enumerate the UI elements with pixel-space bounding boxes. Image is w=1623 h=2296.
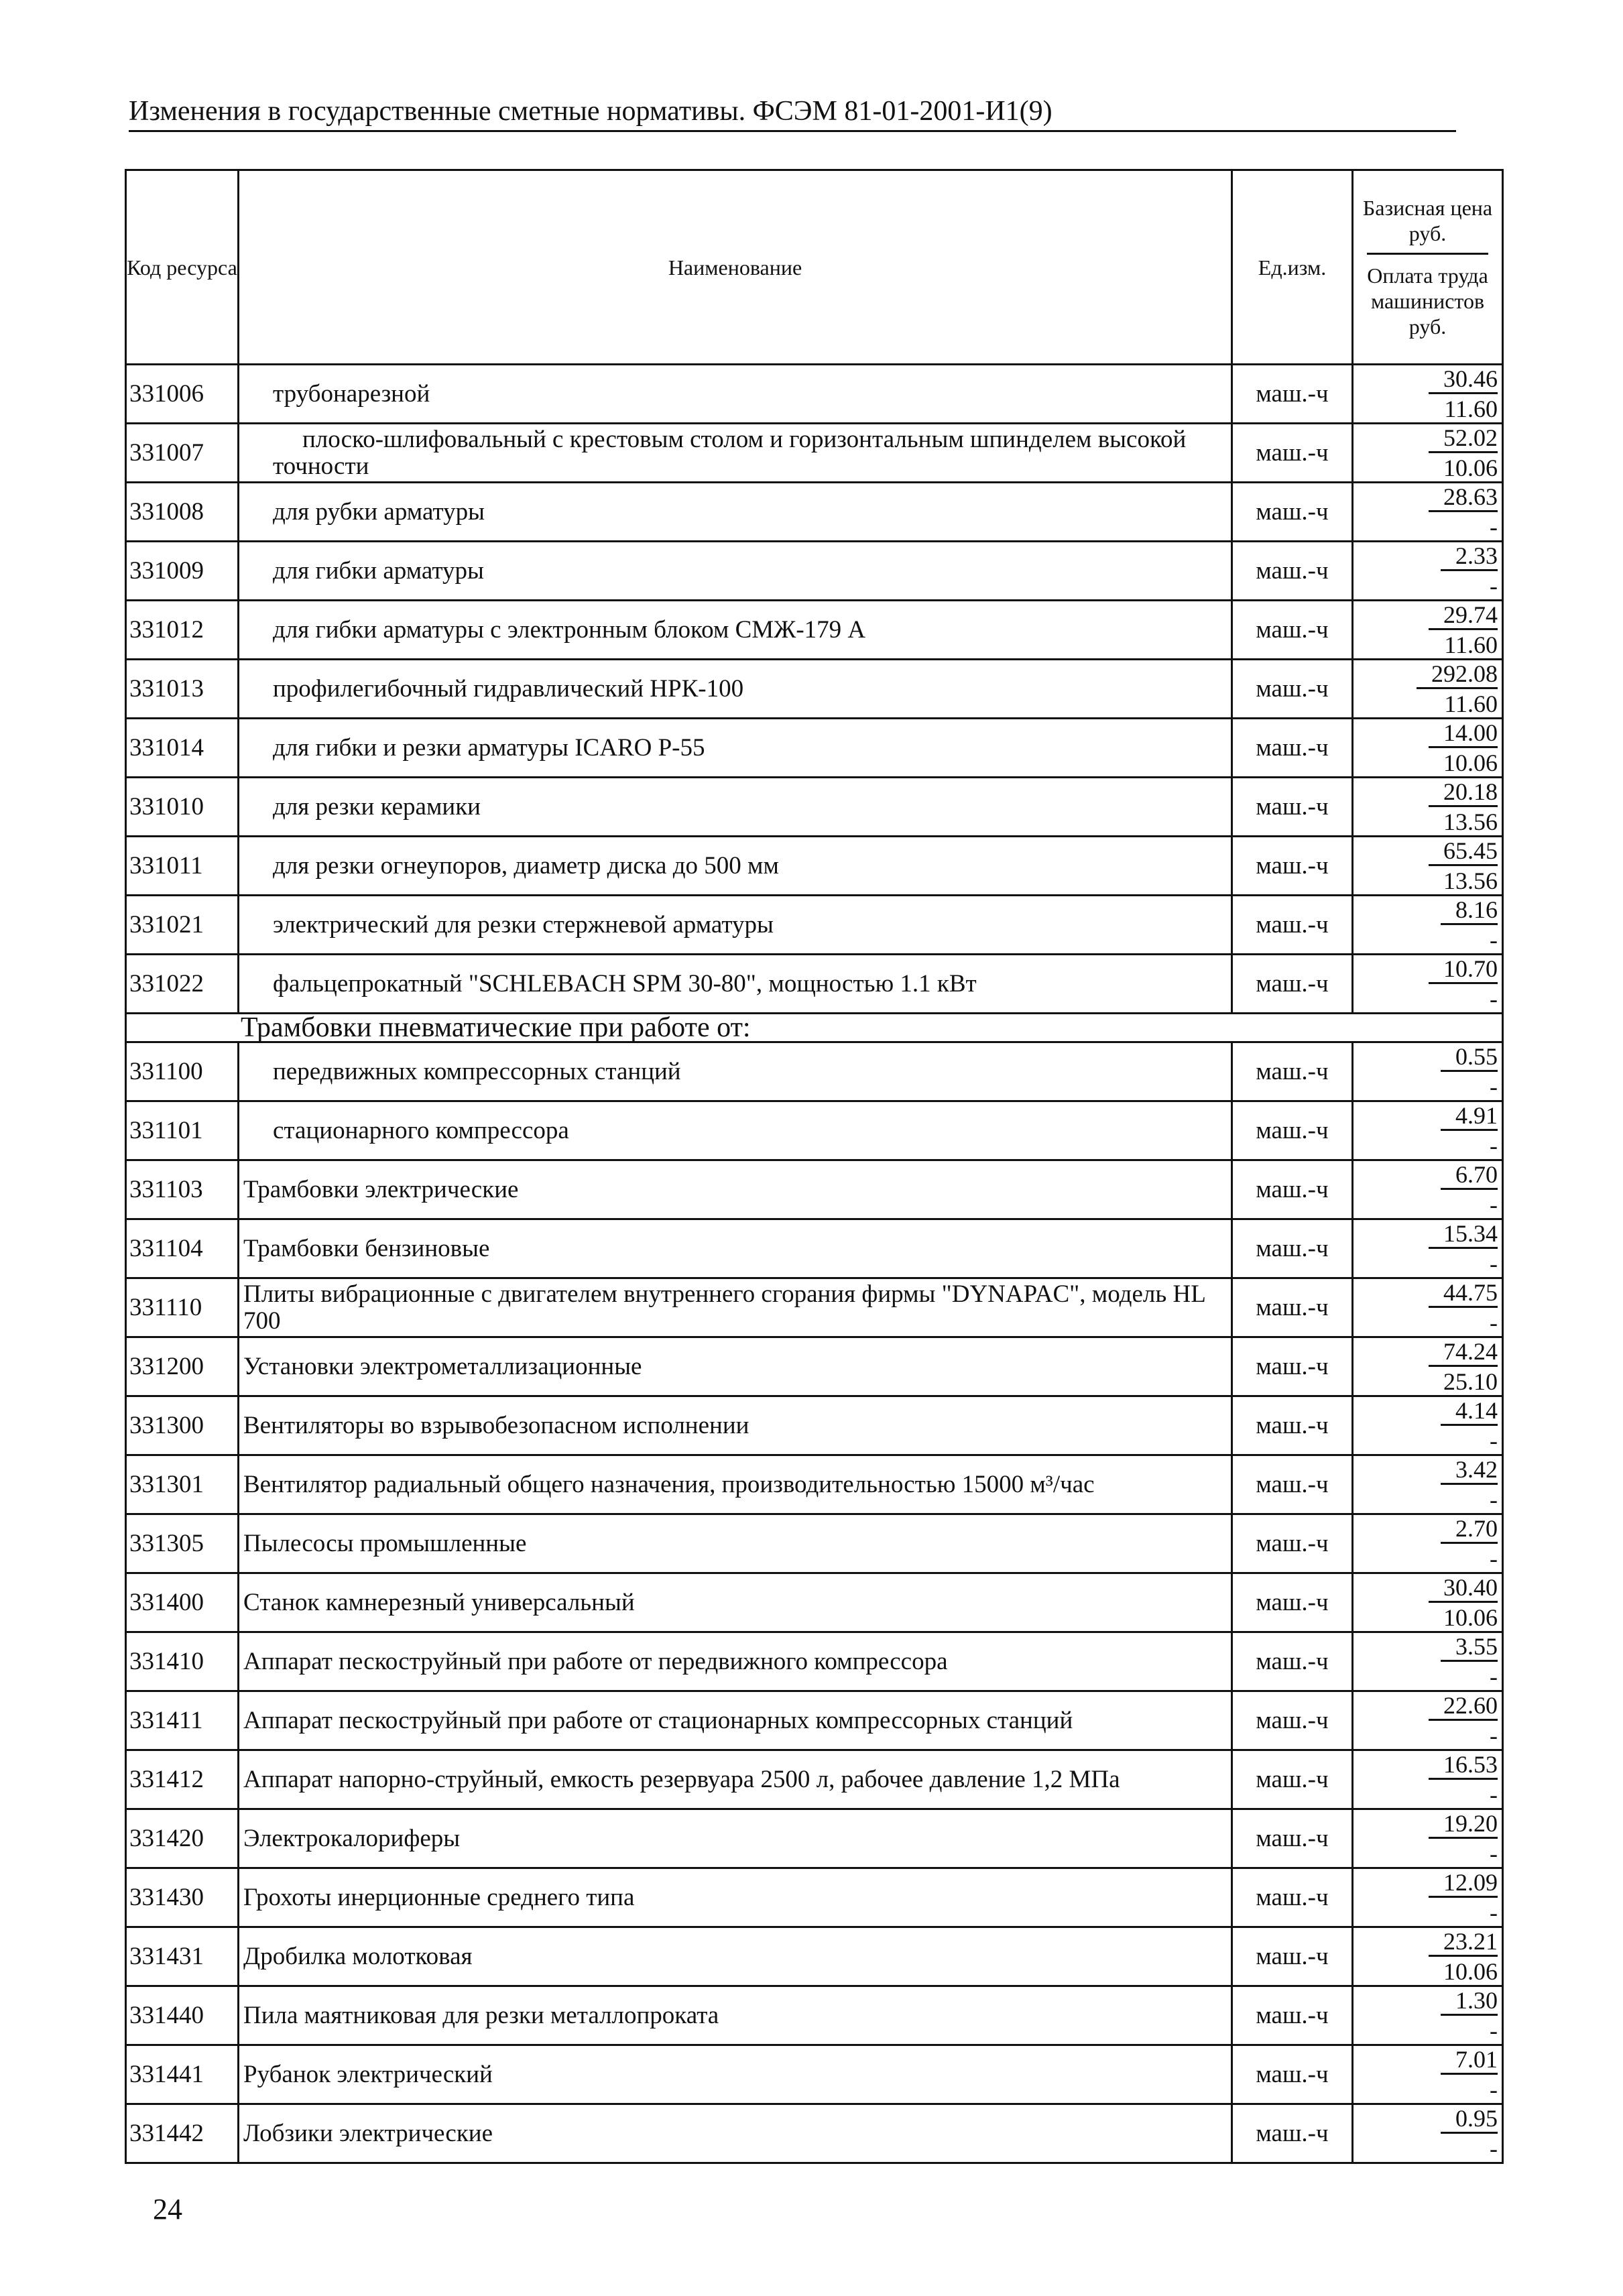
price-cell (1353, 1278, 1503, 1337)
unit-of-measure: маш.-ч (1232, 1868, 1353, 1927)
labor-cost: - (1490, 2076, 1498, 2103)
unit-of-measure: маш.-ч (1232, 1455, 1353, 1514)
price-cell (1353, 1750, 1503, 1809)
base-price (1354, 1279, 1498, 1308)
table-row (126, 1396, 1503, 1455)
group-heading-row (126, 1014, 1503, 1042)
base-price-value: 15.34 (1429, 1220, 1498, 1249)
price-cell (1353, 1868, 1503, 1927)
labor-cost: - (1490, 1899, 1498, 1926)
base-price-value: 23.21 (1429, 1928, 1498, 1957)
table-row (126, 719, 1503, 778)
table-body-section-c (126, 1160, 1503, 2163)
table-row (126, 1160, 1503, 1219)
table-row (126, 1278, 1503, 1337)
resource-name (239, 1278, 1232, 1337)
resource-code: 331101 (126, 1101, 239, 1160)
base-price-value: 2.70 (1441, 1515, 1498, 1544)
resource-name: Трамбовки электрические (239, 1160, 1232, 1219)
table-row (126, 1455, 1503, 1514)
price-cell (1353, 1809, 1503, 1868)
labor-cost: - (1490, 1309, 1498, 1336)
resource-name: для рубки арматуры (239, 483, 1232, 542)
resource-code: 331021 (126, 896, 239, 955)
price-cell (1353, 1691, 1503, 1750)
table-row (126, 837, 1503, 896)
price-cell (1353, 2104, 1503, 2163)
resource-name: для резки огнеупоров, диаметр диска до 500 мм (239, 837, 1232, 896)
base-price (1354, 1161, 1498, 1190)
column-header-unit: Ед.изм. (1232, 170, 1353, 365)
resource-name-line-2: 700 (243, 1307, 281, 1335)
resource-name-line-2: точности (273, 452, 369, 480)
base-price (1354, 424, 1498, 453)
price-cell (1353, 483, 1503, 542)
price-cell (1353, 719, 1503, 778)
labor-cost: 25.10 (1443, 1368, 1498, 1395)
price-cell (1353, 542, 1503, 601)
base-price-value: 29.74 (1429, 601, 1498, 630)
resource-name: Аппарат пескоструйный при работе от передвижного компрессора (239, 1632, 1232, 1691)
base-price-value: 30.46 (1429, 365, 1498, 394)
base-price (1354, 1928, 1498, 1957)
resource-code: 331007 (126, 424, 239, 483)
base-price (1354, 1574, 1498, 1603)
resource-code: 331110 (126, 1278, 239, 1337)
resource-code: 331012 (126, 601, 239, 660)
resource-name-line-1: плоско-шлифовальный с крестовым столом и горизонтальным шпинделем высокой (302, 425, 1187, 453)
base-price (1354, 365, 1498, 394)
unit-of-measure: маш.-ч (1232, 2045, 1353, 2104)
resource-code: 331305 (126, 1514, 239, 1573)
base-price-value: 6.70 (1441, 1161, 1498, 1190)
unit-of-measure: маш.-ч (1232, 2104, 1353, 2163)
unit-of-measure: маш.-ч (1232, 1219, 1353, 1278)
unit-of-measure: маш.-ч (1232, 837, 1353, 896)
page-number: 24 (153, 2193, 182, 2226)
table-row (126, 2045, 1503, 2104)
table-row (126, 1809, 1503, 1868)
base-price-value: 8.16 (1441, 896, 1498, 925)
base-price (1354, 778, 1498, 807)
unit-of-measure: маш.-ч (1232, 1809, 1353, 1868)
base-price (1354, 2046, 1498, 2075)
table-body-section-b (126, 1042, 1503, 1160)
unit-of-measure: маш.-ч (1232, 719, 1353, 778)
table-row (126, 1868, 1503, 1927)
base-price (1354, 660, 1498, 689)
resource-name: для гибки арматуры с электронным блоком СМЖ-179 А (239, 601, 1232, 660)
price-cell (1353, 1101, 1503, 1160)
base-price (1354, 1338, 1498, 1367)
resource-code: 331441 (126, 2045, 239, 2104)
base-price (1354, 896, 1498, 925)
labor-cost: - (1490, 1781, 1498, 1808)
unit-of-measure: маш.-ч (1232, 1691, 1353, 1750)
table-row (126, 1691, 1503, 1750)
base-price (1354, 837, 1498, 866)
price-cell (1353, 1160, 1503, 1219)
table-row (126, 1042, 1503, 1101)
unit-of-measure: маш.-ч (1232, 1396, 1353, 1455)
resource-code: 331442 (126, 2104, 239, 2163)
labor-cost: 10.06 (1443, 1604, 1498, 1631)
labor-cost: 11.60 (1444, 631, 1498, 658)
table-row (126, 1750, 1503, 1809)
unit-of-measure: маш.-ч (1232, 1042, 1353, 1101)
base-price (1354, 1751, 1498, 1780)
base-price-value: 14.00 (1429, 719, 1498, 748)
labor-cost: 13.56 (1443, 808, 1498, 835)
labor-cost: - (1490, 1250, 1498, 1277)
resource-name: Лобзики электрические (239, 2104, 1232, 2163)
resource-name: фальцепрокатный "SCHLEBACH SPM 30-80", мощностью 1.1 кВт (239, 955, 1232, 1014)
base-price-value: 10.70 (1429, 955, 1498, 984)
table-row (126, 1632, 1503, 1691)
unit-of-measure: маш.-ч (1232, 1750, 1353, 1809)
unit-of-measure: маш.-ч (1232, 1986, 1353, 2045)
labor-cost: - (1490, 926, 1498, 953)
resource-name: электрический для резки стержневой арматуры (239, 896, 1232, 955)
table-row (126, 1986, 1503, 2045)
resource-name: Пылесосы промышленные (239, 1514, 1232, 1573)
price-cell (1353, 1455, 1503, 1514)
column-header-name: Наименование (239, 170, 1232, 365)
unit-of-measure: маш.-ч (1232, 424, 1353, 483)
labor-cost: 10.06 (1443, 749, 1498, 776)
price-cell (1353, 1042, 1503, 1101)
table-row (126, 778, 1503, 837)
unit-of-measure: маш.-ч (1232, 1632, 1353, 1691)
table-row (126, 424, 1503, 483)
resource-code: 331022 (126, 955, 239, 1014)
unit-of-measure: маш.-ч (1232, 1573, 1353, 1632)
labor-cost: - (1490, 1840, 1498, 1867)
resource-code: 331009 (126, 542, 239, 601)
labor-cost: 11.60 (1444, 690, 1498, 717)
table-row (126, 1927, 1503, 1986)
labor-cost: 10.06 (1443, 455, 1498, 481)
base-price-value: 12.09 (1429, 1869, 1498, 1898)
base-price-value: 44.75 (1429, 1279, 1498, 1308)
labor-cost: - (1490, 1191, 1498, 1218)
price-cell (1353, 1632, 1503, 1691)
table-row (126, 542, 1503, 601)
price-cell (1353, 424, 1503, 483)
base-price-value: 4.91 (1441, 1102, 1498, 1131)
labor-cost: 11.60 (1444, 396, 1498, 422)
base-price (1354, 1515, 1498, 1544)
labor-cost: - (1490, 1545, 1498, 1572)
resource-code: 331010 (126, 778, 239, 837)
table-group-section (126, 1014, 1503, 1042)
table-body-section-a (126, 365, 1503, 1014)
table-row (126, 1573, 1503, 1632)
unit-of-measure: маш.-ч (1232, 896, 1353, 955)
labor-cost: - (1490, 572, 1498, 599)
resource-name: для резки керамики (239, 778, 1232, 837)
table-row (126, 1219, 1503, 1278)
labor-cost: - (1490, 2135, 1498, 2162)
base-price-value: 28.63 (1429, 483, 1498, 512)
base-price (1354, 1102, 1498, 1131)
resource-code: 331008 (126, 483, 239, 542)
base-price (1354, 1456, 1498, 1485)
resource-name: Рубанок электрический (239, 2045, 1232, 2104)
table-row (126, 660, 1503, 719)
labor-cost: - (1490, 1073, 1498, 1100)
base-price-value: 74.24 (1429, 1338, 1498, 1367)
column-header-price (1353, 170, 1503, 365)
resource-name: Аппарат пескоструйный при работе от стационарных компрессорных станций (239, 1691, 1232, 1750)
resource-code: 331400 (126, 1573, 239, 1632)
base-price-value: 3.55 (1441, 1633, 1498, 1662)
labor-cost: - (1490, 1722, 1498, 1749)
price-cell (1353, 896, 1503, 955)
table-row (126, 601, 1503, 660)
unit-of-measure: маш.-ч (1232, 542, 1353, 601)
column-header-labor-cost: Оплата труда машинистов руб. (1367, 253, 1488, 339)
price-cell (1353, 660, 1503, 719)
base-price (1354, 1633, 1498, 1662)
unit-of-measure: маш.-ч (1232, 365, 1353, 424)
base-price-value: 3.42 (1441, 1456, 1498, 1485)
base-price (1354, 719, 1498, 748)
resource-name-line-1: Плиты вибрационные с двигателем внутреннего сгорания фирмы "DYNAPAC", модель HL (243, 1280, 1206, 1308)
base-price-value: 16.53 (1429, 1751, 1498, 1780)
labor-cost: 10.06 (1443, 1958, 1498, 1985)
price-cell (1353, 1396, 1503, 1455)
price-cell (1353, 1927, 1503, 1986)
column-header-code: Код ресурса (126, 170, 239, 365)
base-price (1354, 1692, 1498, 1721)
price-cell (1353, 1219, 1503, 1278)
resource-code: 331430 (126, 1868, 239, 1927)
price-cell (1353, 365, 1503, 424)
table-header-row (126, 170, 1503, 365)
resource-name: Трамбовки бензиновые (239, 1219, 1232, 1278)
base-price (1354, 2105, 1498, 2134)
resource-code: 331301 (126, 1455, 239, 1514)
unit-of-measure: маш.-ч (1232, 955, 1353, 1014)
labor-cost: 13.56 (1443, 867, 1498, 894)
base-price (1354, 1397, 1498, 1426)
resource-code: 331100 (126, 1042, 239, 1101)
base-price (1354, 601, 1498, 630)
base-price (1354, 542, 1498, 571)
labor-cost: - (1490, 1132, 1498, 1159)
table-row (126, 1101, 1503, 1160)
base-price-value: 4.14 (1441, 1397, 1498, 1426)
price-cell (1353, 1514, 1503, 1573)
resource-name: для гибки арматуры (239, 542, 1232, 601)
base-price (1354, 1869, 1498, 1898)
resource-name: профилегибочный гидравлический НРК-100 (239, 660, 1232, 719)
base-price-value: 20.18 (1429, 778, 1498, 807)
resource-code: 331440 (126, 1986, 239, 2045)
base-price-value: 22.60 (1429, 1692, 1498, 1721)
price-cell (1353, 1337, 1503, 1396)
base-price-value: 19.20 (1429, 1810, 1498, 1839)
table-row (126, 483, 1503, 542)
base-price-value: 292.08 (1417, 660, 1498, 689)
resource-name: Аппарат напорно-струйный, емкость резервуара 2500 л, рабочее давление 1,2 МПа (239, 1750, 1232, 1809)
resource-name: стационарного компрессора (239, 1101, 1232, 1160)
table-row (126, 896, 1503, 955)
resource-code: 331013 (126, 660, 239, 719)
group-heading: Трамбовки пневматические при работе от: (126, 1014, 1503, 1042)
labor-cost: - (1490, 2017, 1498, 2044)
unit-of-measure: маш.-ч (1232, 483, 1353, 542)
resource-name: для гибки и резки арматуры ICARO P-55 (239, 719, 1232, 778)
base-price (1354, 1810, 1498, 1839)
base-price (1354, 955, 1498, 984)
base-price (1354, 1220, 1498, 1249)
table-row (126, 2104, 1503, 2163)
resource-code: 331411 (126, 1691, 239, 1750)
price-cell (1353, 955, 1503, 1014)
resource-code: 331006 (126, 365, 239, 424)
price-cell (1353, 601, 1503, 660)
document-header: Изменения в государственные сметные нормативы. ФСЭМ 81-01-2001-И1(9) (129, 94, 1456, 132)
resource-code: 331200 (126, 1337, 239, 1396)
resource-code: 331410 (126, 1632, 239, 1691)
column-header-base-price: Базисная цена руб. (1362, 196, 1493, 245)
resource-name: Дробилка молотковая (239, 1927, 1232, 1986)
price-cell (1353, 1986, 1503, 2045)
unit-of-measure: маш.-ч (1232, 1514, 1353, 1573)
price-cell (1353, 837, 1503, 896)
unit-of-measure: маш.-ч (1232, 778, 1353, 837)
resource-name: передвижных компрессорных станций (239, 1042, 1232, 1101)
resource-code: 331103 (126, 1160, 239, 1219)
base-price-value: 7.01 (1441, 2046, 1498, 2075)
unit-of-measure: маш.-ч (1232, 1160, 1353, 1219)
price-cell (1353, 1573, 1503, 1632)
table-row (126, 1514, 1503, 1573)
labor-cost: - (1490, 985, 1498, 1012)
base-price-value: 65.45 (1429, 837, 1498, 866)
resource-code: 331011 (126, 837, 239, 896)
labor-cost: - (1490, 1486, 1498, 1513)
unit-of-measure: маш.-ч (1232, 1337, 1353, 1396)
price-cell (1353, 778, 1503, 837)
resource-table (125, 169, 1504, 2164)
table-row (126, 1337, 1503, 1396)
base-price-value: 2.33 (1441, 542, 1498, 571)
resource-name (239, 424, 1232, 483)
price-cell (1353, 2045, 1503, 2104)
table-row (126, 365, 1503, 424)
table-row (126, 955, 1503, 1014)
resource-name: Установки электрометаллизационные (239, 1337, 1232, 1396)
base-price-value: 0.95 (1441, 2105, 1498, 2134)
unit-of-measure: маш.-ч (1232, 1101, 1353, 1160)
unit-of-measure: маш.-ч (1232, 601, 1353, 660)
base-price-value: 30.40 (1429, 1574, 1498, 1603)
resource-name: Вентиляторы во взрывобезопасном исполнении (239, 1396, 1232, 1455)
base-price (1354, 483, 1498, 512)
unit-of-measure: маш.-ч (1232, 1278, 1353, 1337)
resource-name: Вентилятор радиальный общего назначения, производительностью 15000 м³/час (239, 1455, 1232, 1514)
unit-of-measure: маш.-ч (1232, 1927, 1353, 1986)
resource-code: 331412 (126, 1750, 239, 1809)
base-price-value: 52.02 (1429, 424, 1498, 453)
resource-name: Станок камнерезный универсальный (239, 1573, 1232, 1632)
resource-name: Грохоты инерционные среднего типа (239, 1868, 1232, 1927)
resource-code: 331431 (126, 1927, 239, 1986)
resource-code: 331104 (126, 1219, 239, 1278)
base-price-value: 1.30 (1441, 1987, 1498, 2016)
resource-name: Электрокалориферы (239, 1809, 1232, 1868)
resource-code: 331014 (126, 719, 239, 778)
base-price (1354, 1987, 1498, 2016)
resource-code: 331300 (126, 1396, 239, 1455)
labor-cost: - (1490, 513, 1498, 540)
resource-name: Пила маятниковая для резки металлопроката (239, 1986, 1232, 2045)
resource-name: трубонарезной (239, 365, 1232, 424)
resource-code: 331420 (126, 1809, 239, 1868)
labor-cost: - (1490, 1663, 1498, 1690)
unit-of-measure: маш.-ч (1232, 660, 1353, 719)
base-price (1354, 1043, 1498, 1072)
labor-cost: - (1490, 1427, 1498, 1454)
base-price-value: 0.55 (1441, 1043, 1498, 1072)
